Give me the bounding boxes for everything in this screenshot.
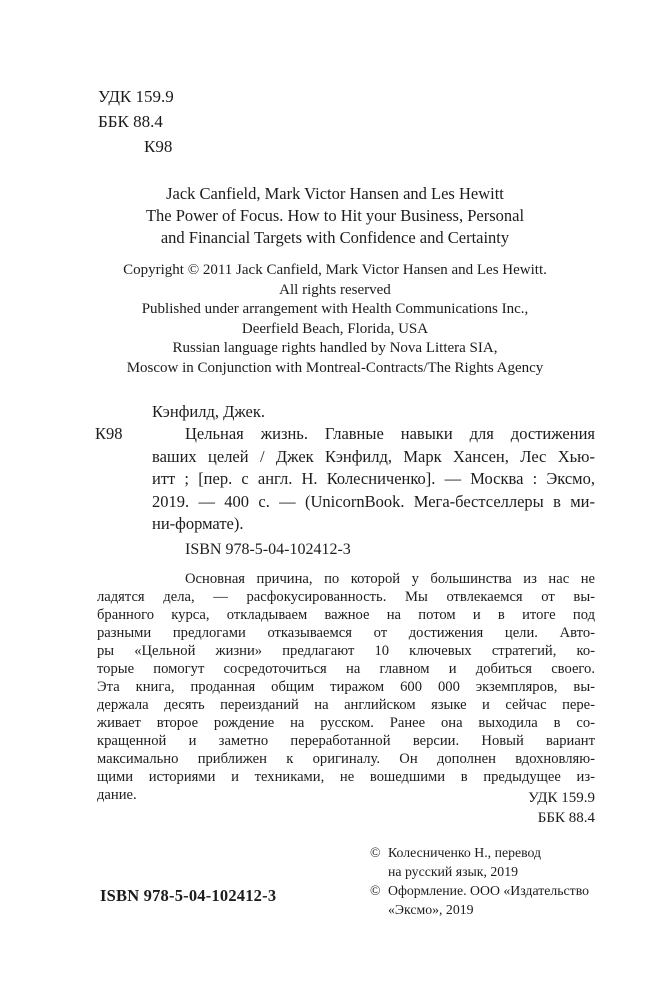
catalog-code: К98: [95, 424, 123, 444]
original-subtitle-line: and Financial Targets with Confidence and Certainty: [160, 228, 510, 247]
copyright-line: Deerfield Beach, Florida, USA: [241, 320, 429, 337]
annotation-line: кращенной и заметно переработанной версии. Новый вариант: [97, 733, 595, 749]
original-title-line: The Power of Focus. How to Hit your Business, Personal: [145, 206, 525, 225]
bbk-code: ББК 88.4: [98, 112, 163, 131]
original-authors-line: Jack Canfield, Mark Victor Hansen and Les Hewitt: [166, 184, 504, 203]
annotation-line: разными предлогами отказываемся от достижения цели. Авто-: [97, 625, 595, 641]
annotation-line: торые помогут сосредоточиться на главном и добиться своего.: [97, 661, 595, 677]
copyright-line: Published under arrangement with Health Communications Inc.,: [141, 301, 529, 317]
copyright-block: [80, 261, 590, 378]
catalog-card: [95, 401, 595, 535]
credit-text: [388, 881, 589, 919]
bottom-classification-codes: [528, 788, 595, 828]
annotation-line: живает второе рождение на русском. Ранее она выходила в со-: [97, 715, 595, 731]
author-sign-code: К98: [144, 137, 173, 156]
credit-design: [370, 881, 589, 919]
annotation-paragraph: [97, 570, 595, 804]
annotation-line: Основная причина, по которой у большинства из нас не: [185, 571, 595, 587]
annotation-line: ры «Цельной жизни» предлагают 10 ключевых стратегий, ко-: [97, 643, 595, 659]
copyright-symbol: ©: [370, 845, 381, 860]
copyright-line: Russian language rights handled by Nova Littera SIA,: [172, 340, 498, 356]
annotation-line: бранного курса, откладываем важное на потом и в итоге под: [97, 607, 595, 623]
credit-line: «Эксмо», 2019: [388, 902, 474, 917]
annotation-line: ладятся дела, — расфокусированность. Мы отвлекаемся от вы-: [97, 589, 595, 605]
top-classification-codes: [98, 84, 174, 159]
catalog-line: итт ; [пер. с англ. Н. Колесниченко]. — Москва : Эксмо,: [152, 469, 595, 489]
rights-credits: [370, 843, 589, 919]
udk-code: УДК 159.9: [98, 87, 174, 106]
udk-code: УДК 159.9: [528, 790, 595, 806]
catalog-line: ни-формате).: [152, 514, 244, 534]
catalog-author: Кэнфилд, Джек.: [152, 402, 266, 421]
annotation-line: максимально приближен к оригиналу. Он дополнен вдохновляю-: [97, 751, 595, 767]
credit-text: [388, 843, 541, 881]
catalog-description: [152, 423, 595, 535]
copyright-line: Moscow in Conjunction with Montreal-Contracts/The Rights Agency: [126, 359, 544, 376]
annotation-line: дание.: [97, 787, 137, 803]
annotation-line: держала десять переизданий на английском языке и сейчас пере-: [97, 697, 595, 713]
credit-line: на русский язык, 2019: [388, 864, 518, 879]
credit-line: Колесниченко Н., перевод: [388, 845, 542, 860]
bbk-code: ББК 88.4: [537, 810, 595, 826]
original-title-block: [85, 183, 585, 249]
catalog-line: ваших целей / Джек Кэнфилд, Марк Хансен, Лес Хью-: [152, 446, 595, 466]
catalog-line: 2019. — 400 с. — (UnicornBook. Мега-бестселлеры в ми-: [152, 491, 595, 511]
copyright-symbol: ©: [370, 883, 381, 898]
copyright-line: Copyright © 2011 Jack Canfield, Mark Victor Hansen and Les Hewitt.: [123, 262, 547, 278]
credit-line: Оформление. ООО «Издательство: [388, 883, 590, 898]
catalog-line: Цельная жизнь. Главные навыки для достижения: [185, 424, 595, 444]
annotation-line: щими историями и техниками, не вошедшими в предыдущее из-: [97, 769, 595, 785]
annotation-line: Эта книга, проданная общим тиражом 600 000 экземпляров, вы-: [97, 679, 595, 695]
isbn-catalog: ISBN 978-5-04-102412-3: [185, 541, 351, 558]
copyright-line: All rights reserved: [279, 281, 391, 298]
isbn-bottom: ISBN 978-5-04-102412-3: [100, 886, 277, 905]
credit-translation: [370, 843, 589, 881]
